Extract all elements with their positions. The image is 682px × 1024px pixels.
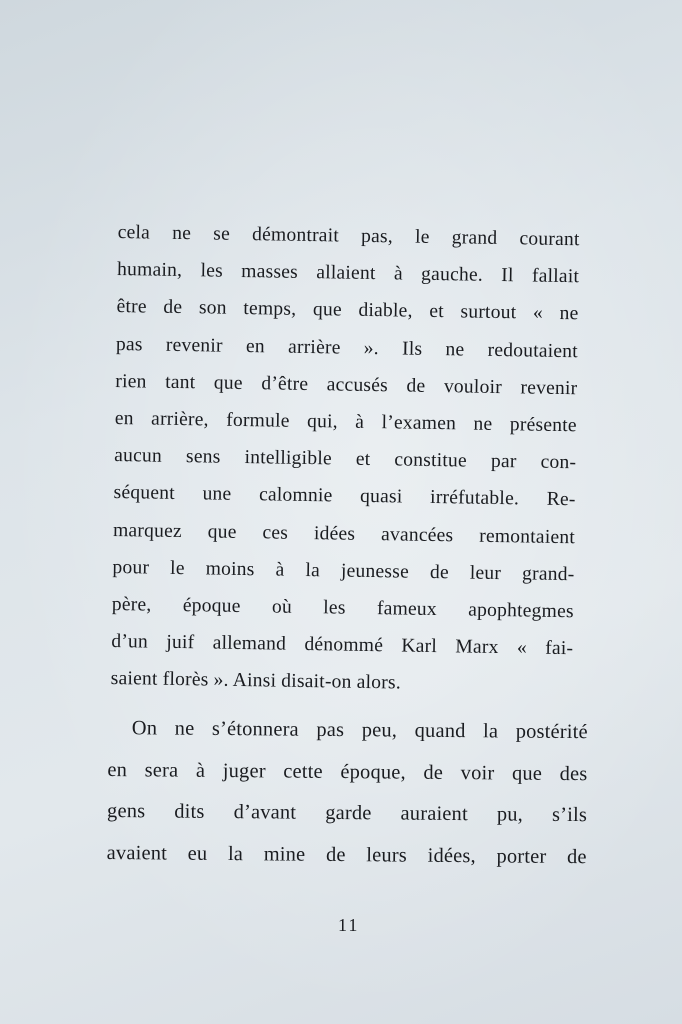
text-line: en arrière, formule qui, à l’examen ne présente bbox=[114, 407, 577, 437]
text-line: en sera à juger cette époque, de voir que des bbox=[107, 758, 588, 785]
text-line: gens dits d’avant garde auraient pu, s’ils bbox=[107, 799, 588, 827]
text-line: père, époque où les fameux apophtegmes bbox=[111, 593, 574, 623]
text-line: d’un juif allemand dénommé Karl Marx « fai- bbox=[111, 631, 574, 660]
text-line: séquent une calomnie quasi irréfutable. Re- bbox=[113, 482, 576, 511]
text-line: rien tant que d’être accusés de vouloir revenir bbox=[115, 370, 578, 399]
paragraph-2 bbox=[107, 708, 588, 878]
text-line: On ne s’étonnera pas peu, quand la postérité bbox=[131, 717, 588, 744]
text-line: humain, les masses allaient à gauche. Il fallait bbox=[116, 259, 580, 288]
text-line: pour le moins à la jeunesse de leur grand- bbox=[112, 556, 575, 585]
text-line: aucun sens intelligible et constitue par con- bbox=[114, 445, 577, 474]
text-line: marquez que ces idées avancées remontaient bbox=[112, 519, 576, 548]
text-line: être de son temps, que diable, et surtout « ne bbox=[116, 296, 579, 325]
text-line: avaient eu la mine de leurs idées, porter de bbox=[106, 841, 587, 868]
paragraph-1 bbox=[110, 214, 580, 705]
page-number: 11 bbox=[338, 915, 360, 935]
text-line: pas revenir en arrière ». Ils ne redoutaient bbox=[115, 333, 579, 362]
text-line: cela ne se démontrait pas, le grand courant bbox=[117, 221, 580, 251]
text-line: saient florès ». Ainsi disait-on alors. bbox=[110, 668, 402, 694]
